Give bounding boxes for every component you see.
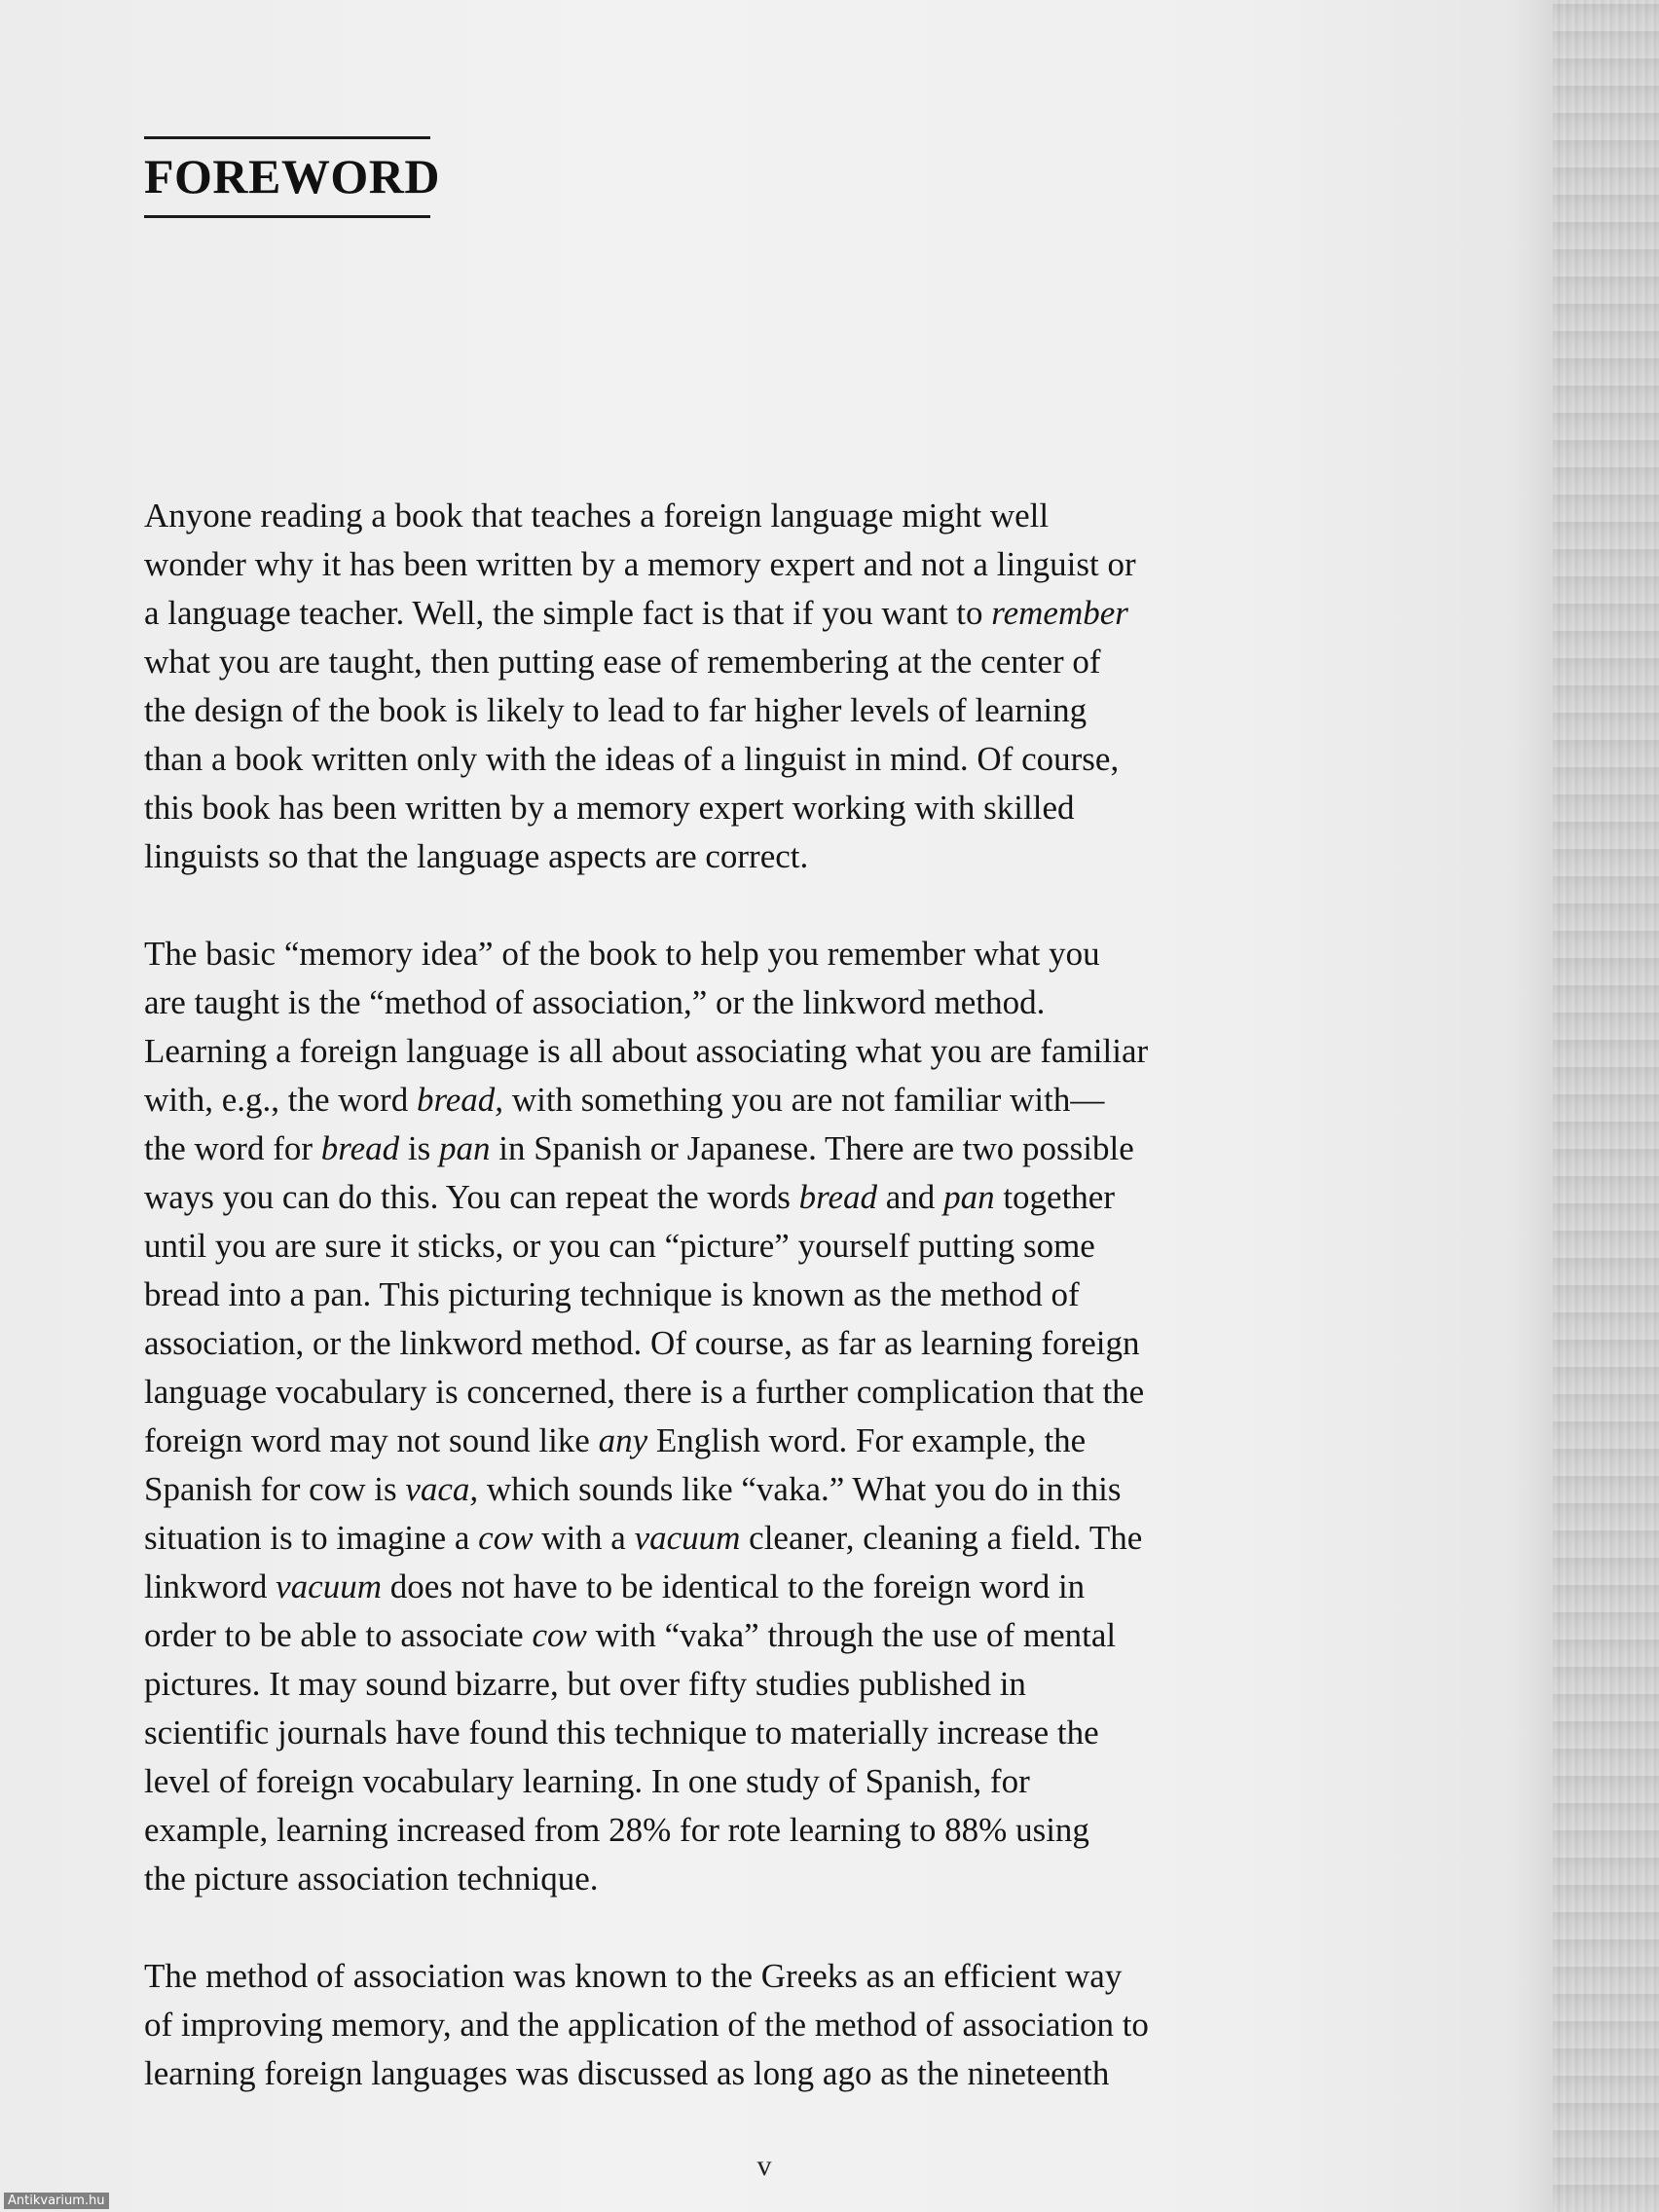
text-line: a language teacher. Well, the simple fact is that if you want to remember [144,594,1128,632]
adjacent-page-edge [1553,0,1659,2212]
heading-rule-bottom [144,215,430,218]
text-line: Anyone reading a book that teaches a foreign language might well [144,497,1050,535]
page-number: v [756,2150,772,2182]
text-line: bread into a pan. This picturing technique is known as the method of [144,1275,1080,1313]
italic-word: vacuum [276,1567,382,1605]
text-line: learning foreign languages was discussed as long ago as the nineteenth [144,2054,1110,2092]
text-line: ways you can do this. You can repeat the words bread and pan together [144,1178,1115,1216]
text-line: scientific journals have found this technique to materially increase the [144,1714,1099,1751]
text-line: linkword vacuum does not have to be identical to the foreign word in [144,1567,1086,1605]
body-text [144,492,1385,2147]
text-line: situation is to imagine a cow with a vacuum cleaner, cleaning a field. The [144,1519,1143,1557]
italic-word: remember [991,594,1128,632]
italic-word: cow [532,1616,587,1654]
text-line: order to be able to associate cow with “vaka” through the use of mental [144,1616,1117,1654]
text-line: with, e.g., the word bread, with something you are not familiar with— [144,1081,1105,1119]
page-edge-shadow [1514,0,1553,2212]
paragraph-2 [144,930,1385,1903]
paragraph-1 [144,492,1385,881]
heading-block [144,136,440,218]
italic-word: cow [478,1519,534,1557]
text-line: the design of the book is likely to lead to far higher levels of learning [144,691,1088,729]
text-line: language vocabulary is concerned, there is a further complication that the [144,1373,1145,1411]
italic-word: any [598,1421,648,1459]
text-line: level of foreign vocabulary learning. In one study of Spanish, for [144,1762,1030,1800]
text-line: example, learning increased from 28% for rote learning to 88% using [144,1811,1089,1849]
text-line: what you are taught, then putting ease of remembering at the center of [144,643,1101,681]
text-line: wonder why it has been written by a memory expert and not a linguist or [144,545,1136,583]
text-line: of improving memory, and the application of the method of association to [144,2006,1149,2044]
italic-word: bread [798,1178,878,1216]
text-line: linguists so that the language aspects are correct. [144,837,809,875]
text-line: until you are sure it sticks, or you can “picture” yourself putting some [144,1227,1095,1265]
italic-word: bread, [416,1081,504,1119]
text-line: Spanish for cow is vaca, which sounds like “vaka.” What you do in this [144,1470,1122,1508]
text-line: The method of association was known to the Greeks as an efficient way [144,1957,1123,1995]
paragraph-3 [144,1952,1385,2098]
text-line: Learning a foreign language is all about associating what you are familiar [144,1032,1149,1070]
italic-word: pan [438,1129,491,1167]
text-line: are taught is the “method of association,” or the linkword method. [144,983,1046,1021]
italic-word: bread [320,1129,400,1167]
text-line: association, or the linkword method. Of course, as far as learning foreign [144,1324,1140,1362]
italic-word: vacuum [634,1519,741,1557]
text-line: this book has been written by a memory expert working with skilled [144,789,1075,827]
italic-word: pan [943,1178,995,1216]
text-line: the word for bread is pan in Spanish or Japanese. There are two possible [144,1129,1134,1167]
text-line: than a book written only with the ideas of a linguist in mind. Of course, [144,740,1120,778]
italic-word: vaca, [405,1470,479,1508]
text-line: The basic “memory idea” of the book to help you remember what you [144,935,1100,973]
text-line: pictures. It may sound bizarre, but over fifty studies published in [144,1665,1026,1703]
page-heading: FOREWORD [144,149,440,203]
text-line: foreign word may not sound like any English word. For example, the [144,1421,1087,1459]
text-line: the picture association technique. [144,1860,599,1898]
watermark: Antikvarium.hu [4,2193,109,2209]
